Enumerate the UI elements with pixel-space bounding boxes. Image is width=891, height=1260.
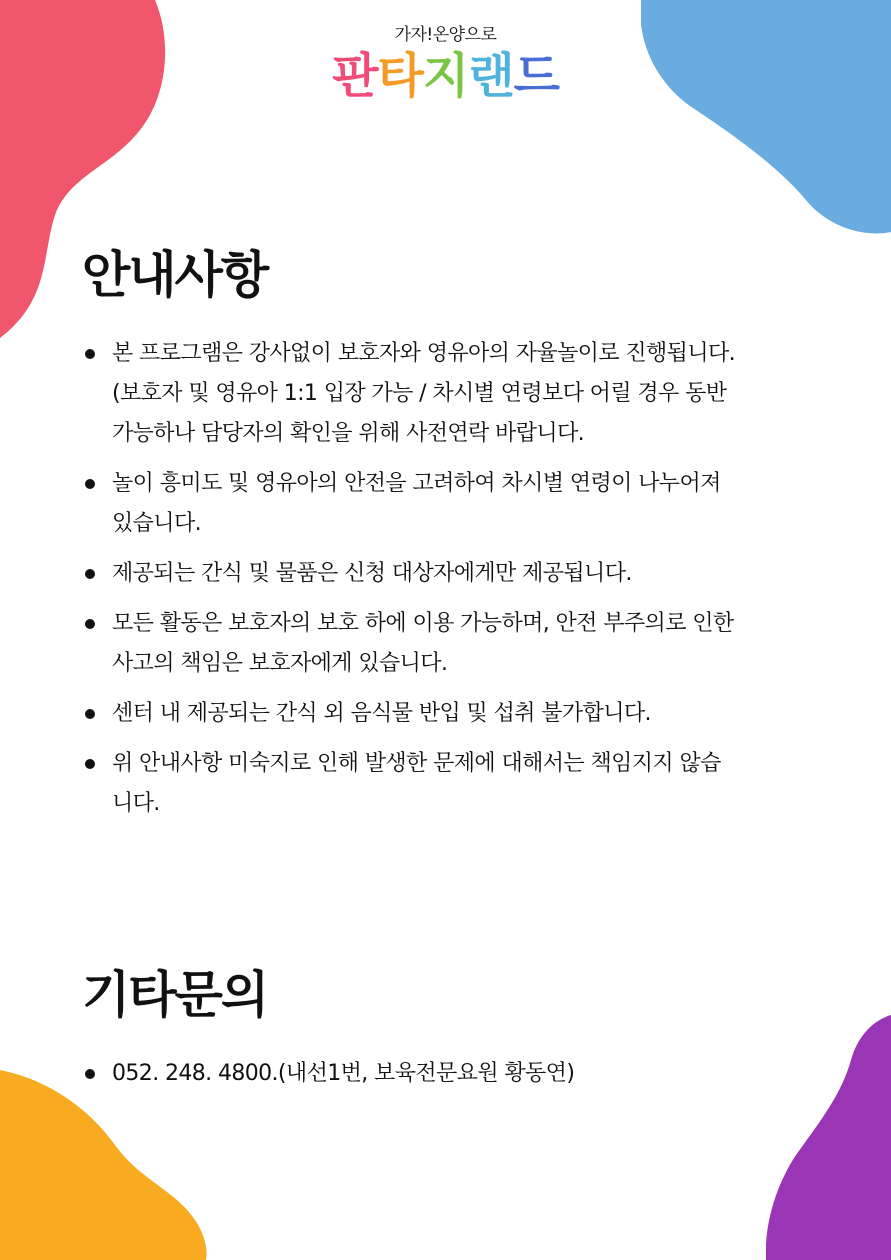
- notice-item-line: 모든 활동은 보호자의 보호 하에 이용 가능하며, 안전 부주의로 인한: [112, 611, 734, 636]
- logo-char-3: 지: [422, 48, 469, 104]
- notice-item-line: 제공되는 간식 및 물품은 신청 대상자에게만 제공됩니다.: [112, 561, 632, 586]
- notice-item: [82, 554, 852, 594]
- notice-item-line: 있습니다.: [112, 511, 202, 536]
- event-subtitle: 가자!온양으로: [394, 25, 497, 45]
- logo-char-5: 드: [513, 48, 559, 104]
- notice-item-line: 사고의 책임은 보호자에게 있습니다.: [112, 651, 448, 676]
- logo-char-2: 타: [377, 48, 423, 104]
- notice-item: [82, 334, 852, 454]
- purple-blob-shape: [766, 1015, 891, 1260]
- notice-item: [82, 604, 852, 684]
- notice-item-line: 위 안내사항 미숙지로 인해 발생한 문제에 대해서는 책임지지 않습: [112, 751, 721, 776]
- contact-list: [82, 1054, 852, 1104]
- purple-blob-decoration: [766, 1015, 891, 1260]
- notice-item-line: (보호자 및 영유아 1:1 입장 가능 / 차시별 연령보다 어릴 경우 동반: [112, 381, 727, 406]
- fantasy-land-logo: [0, 48, 891, 104]
- notice-item-line: 본 프로그램은 강사없이 보호자와 영유아의 자율놀이로 진행됩니다.: [112, 341, 736, 366]
- notice-item-line: 센터 내 제공되는 간식 외 음식물 반입 및 섭취 불가합니다.: [112, 701, 651, 726]
- notice-item: [82, 744, 852, 824]
- notice-heading: 안내사항: [82, 246, 268, 304]
- notice-item-line: 가능하나 담당자의 확인을 위해 사전연락 바랍니다.: [112, 421, 585, 446]
- notice-item-line: 놀이 흥미도 및 영유아의 안전을 고려하여 차시별 연령이 나누어져: [112, 471, 721, 496]
- contact-item: [82, 1054, 852, 1094]
- contact-item-line: 052. 248. 4800.(내선1번, 보육전문요원 황동연): [112, 1061, 575, 1086]
- notice-item: [82, 694, 852, 734]
- logo-char-1: 판: [332, 48, 378, 104]
- logo-char-4: 랜: [468, 48, 514, 104]
- notice-item: [82, 464, 852, 544]
- notice-item-line: 니다.: [112, 791, 160, 816]
- notice-list: [82, 334, 852, 834]
- contact-heading: 기타문의: [82, 966, 268, 1024]
